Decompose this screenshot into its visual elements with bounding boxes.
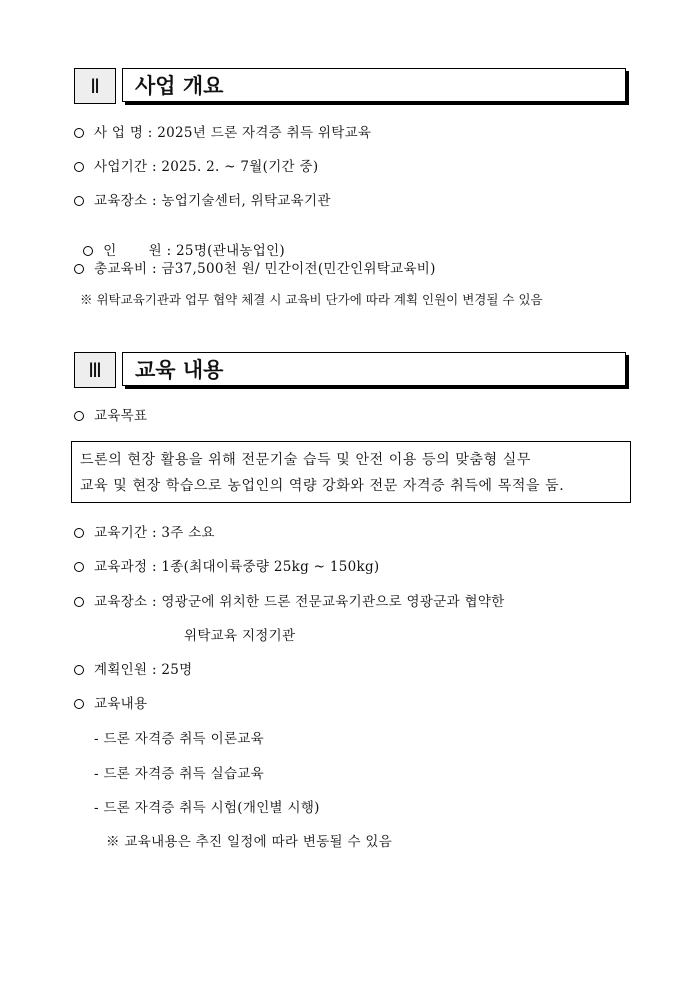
section-title: 사업 개요 <box>122 68 626 102</box>
goal-label <box>74 404 147 424</box>
overview-item-period <box>74 155 318 175</box>
content-item-place-cont: 위탁교육 지정기관 <box>184 628 296 644</box>
content-item-period <box>74 521 215 541</box>
section-title: 교육 내용 <box>122 352 626 386</box>
circle-bullet-icon <box>74 264 84 274</box>
overview-item-people <box>74 223 285 259</box>
section-number: Ⅲ <box>74 352 116 388</box>
goal-line: 드론의 현장 활용을 위해 전문기술 습득 및 안전 이용 등의 맞춤형 실무 <box>80 452 532 468</box>
circle-bullet-icon <box>74 528 84 538</box>
circle-bullet-icon <box>74 562 84 572</box>
overview-item-budget <box>74 257 436 277</box>
circle-bullet-icon <box>74 411 84 421</box>
item-text: 교육목표 <box>94 408 148 424</box>
content-item-course <box>74 555 379 575</box>
circle-bullet-icon <box>74 665 84 675</box>
overview-item-project-name <box>74 121 371 141</box>
content-item-place <box>74 590 505 610</box>
circle-bullet-icon <box>74 699 84 709</box>
content-label <box>74 692 147 712</box>
circle-bullet-icon <box>74 597 84 607</box>
item-text: 교육과정 : 1종(최대이륙중량 25kg ~ 150kg) <box>94 559 380 575</box>
content-sub-item: - 드론 자격증 취득 실습교육 <box>94 766 264 782</box>
item-text: 인 원 : 25명(관내농업인) <box>103 243 285 259</box>
goal-line: 교육 및 현장 학습으로 농업인의 역량 강화와 전문 자격증 취득에 목적을 둠. <box>80 478 565 494</box>
content-sub-item: - 드론 자격증 취득 이론교육 <box>94 731 264 747</box>
circle-bullet-icon <box>74 162 84 172</box>
section-heading-content <box>74 352 626 388</box>
item-text: 교육장소 : 영광군에 위치한 드론 전문교육기관으로 영광군과 협약한 <box>94 594 505 610</box>
item-text: 교육기간 : 3주 소요 <box>94 525 215 541</box>
item-text: 사업기간 : 2025. 2. ~ 7월(기간 중) <box>94 159 319 175</box>
item-text: 교육장소 : 농업기술센터, 위탁교육기관 <box>94 193 331 209</box>
circle-bullet-icon <box>83 246 93 256</box>
overview-note: ※ 위탁교육기관과 업무 협약 체결 시 교육비 단가에 따라 계획 인원이 변경될 수 있음 <box>80 292 543 307</box>
item-text: 사 업 명 : 2025년 드론 자격증 취득 위탁교육 <box>94 125 372 141</box>
content-sub-item: - 드론 자격증 취득 시험(개인별 시행) <box>94 800 320 816</box>
circle-bullet-icon <box>74 196 84 206</box>
goal-box <box>71 441 631 503</box>
item-text: 계획인원 : 25명 <box>94 662 193 678</box>
section-number: Ⅱ <box>74 68 116 104</box>
content-item-people <box>74 658 193 678</box>
item-text: 총교육비 : 금37,500천 원/ 민간이전(민간인위탁교육비) <box>94 261 436 277</box>
content-note: ※ 교육내용은 추진 일정에 따라 변동될 수 있음 <box>106 834 393 850</box>
overview-item-place <box>74 189 331 209</box>
section-heading-overview <box>74 68 626 104</box>
item-text: 교육내용 <box>94 696 148 712</box>
circle-bullet-icon <box>74 128 84 138</box>
